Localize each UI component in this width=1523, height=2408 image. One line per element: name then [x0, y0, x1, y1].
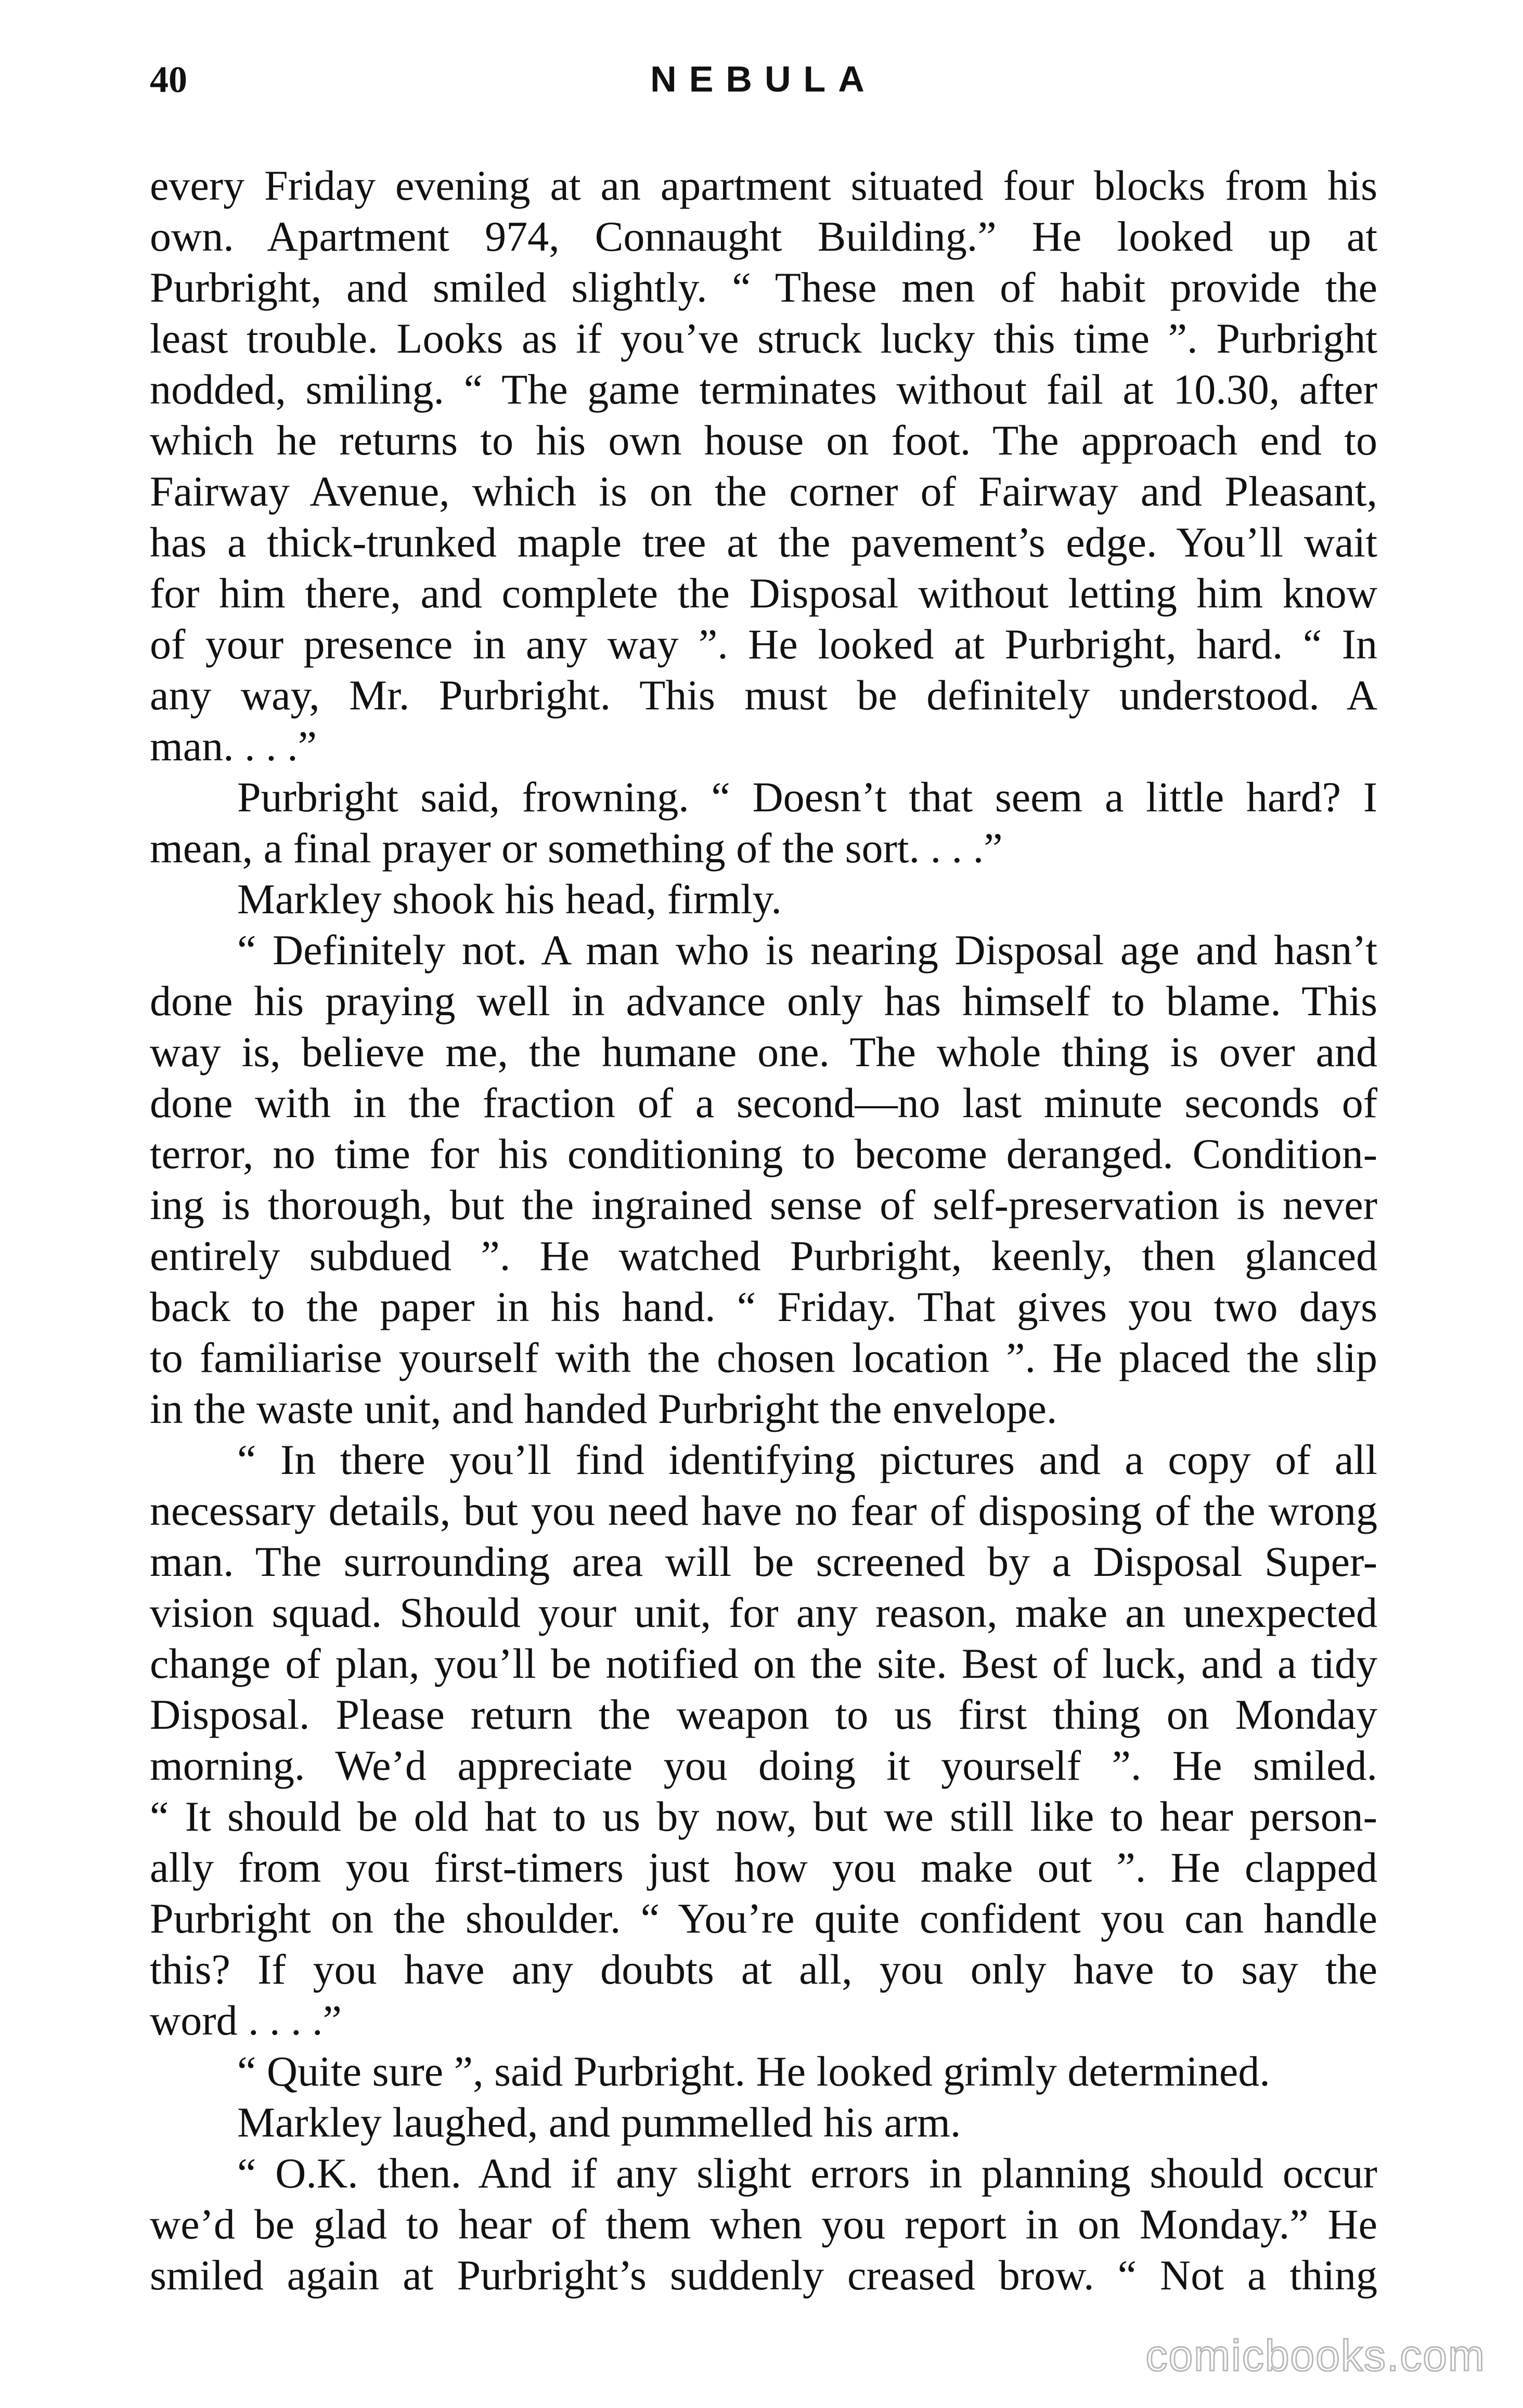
page-number: 40 — [150, 59, 187, 100]
text-line: in the waste unit, and handed Purbright the envelope. — [150, 1385, 1057, 1432]
text-line: ing is thorough, but the ingrained sense of self-preservation is never — [150, 1181, 1377, 1228]
text-line: way is, believe me, the humane one. The whole thing is over and — [150, 1028, 1377, 1076]
text-line: “ Definitely not. A man who is nearing Disposal age and hasn’t — [237, 926, 1377, 974]
text-line: vision squad. Should your unit, for any reason, make an unexpected — [150, 1589, 1377, 1636]
text-line: man. . . .” — [150, 722, 317, 770]
watermark: comicbooks.com — [1145, 2331, 1486, 2380]
text-line: of your presence in any way ”. He looked at Purbright, hard. “ In — [150, 620, 1377, 668]
text-line: morning. We’d appreciate you doing it yourself ”. He smiled. — [150, 1742, 1377, 1789]
text-line: back to the paper in his hand. “ Friday. That gives you two days — [150, 1283, 1377, 1330]
text-line: ally from you first-timers just how you make out ”. He clapped — [150, 1844, 1377, 1891]
text-line: “ In there you’ll find identifying pictures and a copy of all — [237, 1436, 1377, 1483]
text-line: Markley laughed, and pummelled his arm. — [237, 2099, 961, 2146]
text-line: to familiarise yourself with the chosen location ”. He placed the slip — [150, 1334, 1377, 1381]
body-text — [150, 160, 1377, 2301]
text-line: word . . . .” — [150, 1997, 342, 2044]
text-line: nodded, smiling. “ The game terminates without fail at 10.30, after — [150, 366, 1377, 413]
text-line: this? If you have any doubts at all, you only have to say the — [150, 1946, 1377, 1993]
text-line: entirely subdued ”. He watched Purbright, keenly, then glanced — [150, 1232, 1377, 1279]
text-line: terror, no time for his conditioning to become deranged. Condition- — [150, 1130, 1377, 1177]
text-line: any way, Mr. Purbright. This must be definitely understood. A — [150, 671, 1377, 719]
text-line: done his praying well in advance only has himself to blame. This — [150, 977, 1377, 1025]
text-line: change of plan, you’ll be notified on the site. Best of luck, and a tidy — [150, 1640, 1377, 1687]
text-line: Purbright said, frowning. “ Doesn’t that seem a little hard? I — [237, 773, 1377, 821]
text-line: own. Apartment 974, Connaught Building.” He looked up at — [150, 213, 1377, 260]
text-line: we’d be glad to hear of them when you report in on Monday.” He — [150, 2200, 1377, 2248]
running-head: NEBULA — [650, 59, 877, 99]
text-line: smiled again at Purbright’s suddenly creased brow. “ Not a thing — [150, 2251, 1377, 2299]
text-line: Fairway Avenue, which is on the corner of Fairway and Pleasant, — [150, 468, 1377, 515]
text-line: for him there, and complete the Disposal without letting him know — [150, 569, 1377, 617]
text-line: man. The surrounding area will be screened by a Disposal Super- — [150, 1538, 1377, 1585]
text-line: Purbright, and smiled slightly. “ These men of habit provide the — [150, 264, 1377, 311]
text-line: Disposal. Please return the weapon to us first thing on Monday — [150, 1691, 1377, 1738]
text-line: least trouble. Looks as if you’ve struck lucky this time ”. Purbright — [150, 315, 1377, 362]
text-line: has a thick-trunked maple tree at the pavement’s edge. You’ll wait — [150, 519, 1377, 566]
text-line: Purbright on the shoulder. “ You’re quite confident you can handle — [150, 1895, 1377, 1942]
page-header — [150, 58, 1377, 121]
text-line: “ It should be old hat to us by now, but we still like to hear person- — [150, 1793, 1377, 1840]
text-line: necessary details, but you need have no fear of disposing of the wrong — [150, 1487, 1377, 1534]
text-line: “ O.K. then. And if any slight errors in planning should occur — [237, 2150, 1377, 2197]
text-line: Markley shook his head, firmly. — [237, 875, 782, 923]
text-line: done with in the fraction of a second—no last minute seconds of — [150, 1079, 1377, 1127]
text-line: mean, a final prayer or something of the sort. . . .” — [150, 824, 1003, 872]
text-line: “ Quite sure ”, said Purbright. He looked grimly determined. — [237, 2048, 1270, 2095]
text-line: which he returns to his own house on foot. The approach end to — [150, 417, 1377, 464]
text-line: every Friday evening at an apartment situated four blocks from his — [150, 162, 1377, 209]
